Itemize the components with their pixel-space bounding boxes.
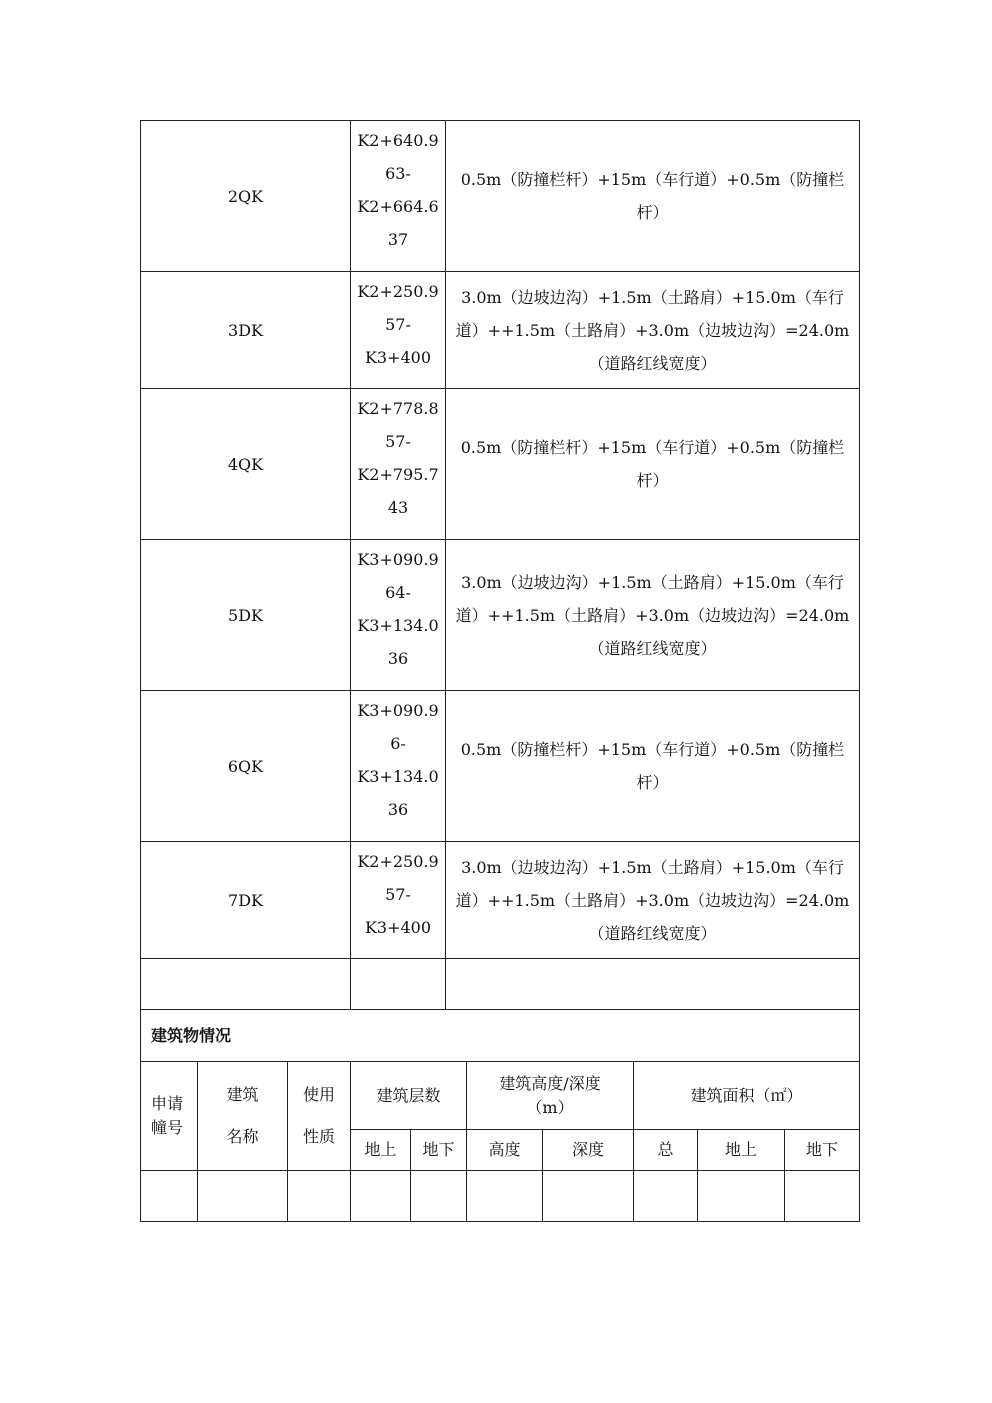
width-description: 3.0m（边坡边沟）+1.5m（土路肩）+15.0m（车行道）++1.5m（土路肩）+3.0m（边坡边沟）=24.0m（道路红线宽度） (446, 540, 860, 691)
empty-cell (467, 1171, 543, 1222)
empty-cell (411, 1171, 467, 1222)
road-id: 4QK (141, 389, 351, 540)
road-id: 6QK (141, 691, 351, 842)
width-description: 0.5m（防撞栏杆）+15m（车行道）+0.5m（防撞栏杆） (446, 691, 860, 842)
empty-cell (698, 1171, 785, 1222)
empty-cell (446, 959, 860, 1010)
stake-range: K2+778.8 57- K2+795.7 43 (351, 389, 446, 540)
empty-cell (634, 1171, 698, 1222)
width-description: 3.0m（边坡边沟）+1.5m（土路肩）+15.0m（车行道）++1.5m（土路肩）+3.0m（边坡边沟）=24.0m（道路红线宽度） (446, 842, 860, 959)
table-row (141, 842, 860, 959)
empty-cell (351, 1171, 411, 1222)
building-info-table (140, 1009, 860, 1222)
empty-row (141, 1171, 860, 1222)
road-id: 5DK (141, 540, 351, 691)
header-bldg-name: 建筑 名称 (198, 1062, 288, 1171)
road-width-table (140, 120, 860, 1010)
subheader-area-below: 地下 (785, 1130, 860, 1171)
header-area: 建筑面积（㎡） (634, 1062, 860, 1130)
subheader-area-above: 地上 (698, 1130, 785, 1171)
subheader-depth: 深度 (543, 1130, 634, 1171)
header-bldg-no: 申请 幢号 (141, 1062, 198, 1171)
table-row (141, 540, 860, 691)
header-floors: 建筑层数 (351, 1062, 467, 1130)
subheader-below: 地下 (411, 1130, 467, 1171)
subheader-above: 地上 (351, 1130, 411, 1171)
section-title: 建筑物情况 (141, 1010, 860, 1062)
stake-range: K3+090.9 64- K3+134.0 36 (351, 540, 446, 691)
road-id: 7DK (141, 842, 351, 959)
empty-cell (288, 1171, 351, 1222)
width-description: 0.5m（防撞栏杆）+15m（车行道）+0.5m（防撞栏杆） (446, 389, 860, 540)
road-id: 3DK (141, 272, 351, 389)
subheader-height: 高度 (467, 1130, 543, 1171)
width-description: 3.0m（边坡边沟）+1.5m（土路肩）+15.0m（车行道）++1.5m（土路肩）+3.0m（边坡边沟）=24.0m（道路红线宽度） (446, 272, 860, 389)
road-id: 2QK (141, 121, 351, 272)
table-row (141, 121, 860, 272)
stake-range: K3+090.9 6- K3+134.0 36 (351, 691, 446, 842)
width-description: 0.5m（防撞栏杆）+15m（车行道）+0.5m（防撞栏杆） (446, 121, 860, 272)
empty-cell (543, 1171, 634, 1222)
empty-cell (141, 959, 351, 1010)
table-row (141, 389, 860, 540)
header-height-depth: 建筑高度/深度（m） (467, 1062, 634, 1130)
empty-cell (198, 1171, 288, 1222)
table-row (141, 272, 860, 389)
header-usage: 使用 性质 (288, 1062, 351, 1171)
table-row (141, 691, 860, 842)
stake-range: K2+250.9 57- K3+400 (351, 272, 446, 389)
empty-cell (141, 1171, 198, 1222)
empty-row (141, 959, 860, 1010)
stake-range: K2+640.9 63- K2+664.6 37 (351, 121, 446, 272)
empty-cell (351, 959, 446, 1010)
empty-cell (785, 1171, 860, 1222)
subheader-total: 总 (634, 1130, 698, 1171)
stake-range: K2+250.9 57- K3+400 (351, 842, 446, 959)
